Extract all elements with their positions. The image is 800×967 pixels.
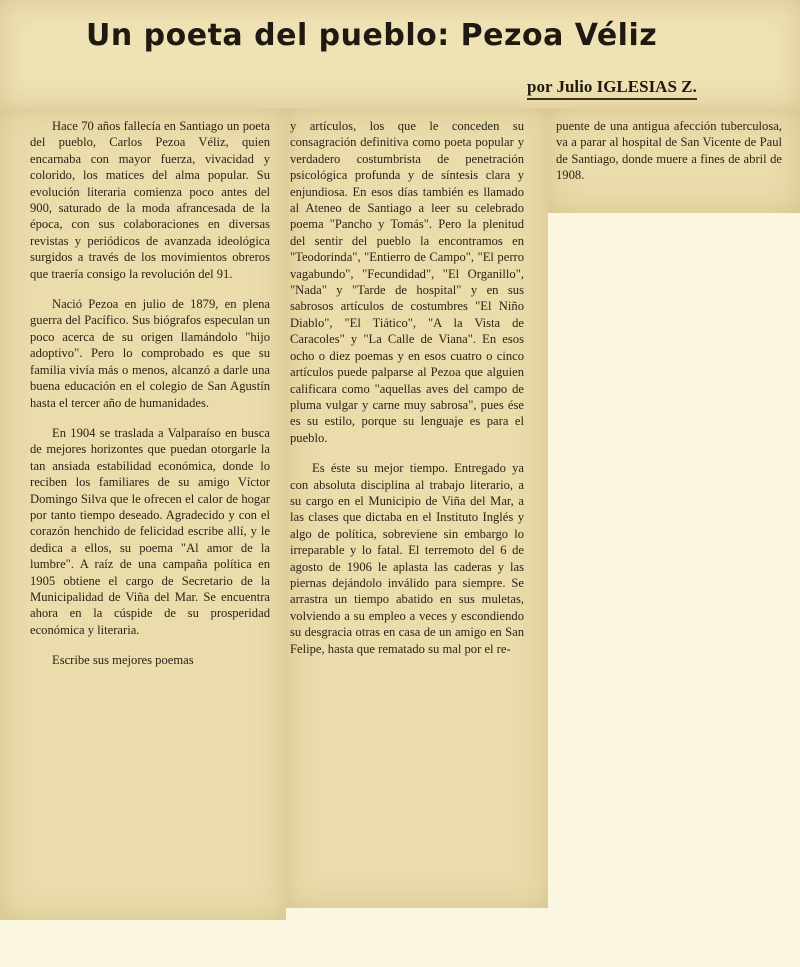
article-byline: por Julio IGLESIAS Z. [527,77,697,100]
paragraph: En 1904 se traslada a Valparaíso en busca de mejores horizontes que puedan otorgarle la tan ansiada estabilidad económica, donde lo reciben los familiares de su amigo Víctor Domingo Silva que le ofrecen el calor de hogar por tanto tiempo deseado. Agradecido y con el corazón henchido de felicidad escribe allí, y le dedica a ellos, su poema "Al amor de la lumbre". A raíz de una campaña política en 1905 obtiene el cargo de Secretario de la Municipalidad de Viña del Mar. Se encuentra ahora en la cúspide de su prosperidad económica y literaria. [30,425,270,637]
paragraph: Hace 70 años fallecía en Santiago un poeta del pueblo, Carlos Pezoa Véliz, quien encarnaba con mayor fuerza, vivacidad y colorido, los matices del alma popular. Su evolución literaria comienza poco antes del 900, saturado de la moda afrancesada de la época, con sus colaboraciones en diversas revistas y periódicos de avanzada ideológica surgidos a través de los movimientos obreros que traería consigo la revolución del 91. [30,119,270,281]
article-headline: Un poeta del pueblo: Pezoa Véliz [86,18,658,53]
paragraph: Nació Pezoa en julio de 1879, en plena guerra del Pacífico. Sus biógrafos especulan un poco acerca de su origen llamándolo "hijo adoptivo". Pero lo comprobado es que su familia vivía más o menos, alcanzó a darle una buena educación en el colegio de San Agustín hasta el tercer año de humanidades. [30,297,270,410]
article-column-2 [290,118,524,657]
article-column-1 [30,118,270,669]
paragraph: Es éste su mejor tiempo. Entregado ya con absoluta disciplina al trabajo literario, a su cargo en el Municipio de Viña del Mar, a las clases que dictaba en el Instituto Inglés y algo de política, sobreviene sin embargo lo irreparable y lo fatal. El terremoto del 6 de agosto de 1906 le aplasta las caderas y las piernas dejándolo inválido para siempre. Se arrastra un tiempo abatido en sus muletas, volviendo a su empleo a veces y escondiendo su desgracia otras en casa de un amigo en San Felipe, hasta que rematado su mal por el re- [290,461,524,656]
paragraph: Escribe sus mejores poemas [52,653,194,668]
paragraph: y artículos, los que le conceden su consagración definitiva como poeta popular y verdadero costumbrista de penetración psicológica profunda y de síntesis clara y enjundiosa. En esos días también es llamado al Ateneo de Santiago a leer su celebrado poema "Pancho y Tomás". Pero la plenitud del sentir del pueblo la encontramos en "Teodorinda", "Entierro de Campo", "El perro vagabundo", "Fecundidad", "El Organillo", "Nada" y "Tarde de hospital" y en sus sabrosos artículos de costumbres "El Niño Diablo", "El Tiático", "A la Vista de Caracoles" y "La Calle de Viana". En esos ocho o diez poemas y en esos cuatro o cinco artículos puede palparse al Pezoa que alguien calificara como "aquellas aves del campo de pluma vulgar y carne muy sabrosa", pues ése es su estilo, porque su lenguaje es para el pueblo. [290,119,524,445]
article-column-3 [556,118,782,184]
paragraph: puente de una antigua afección tuberculosa, va a parar al hospital de San Vicente de Paul de Santiago, donde muere a fines de abril de 1908. [556,119,782,183]
